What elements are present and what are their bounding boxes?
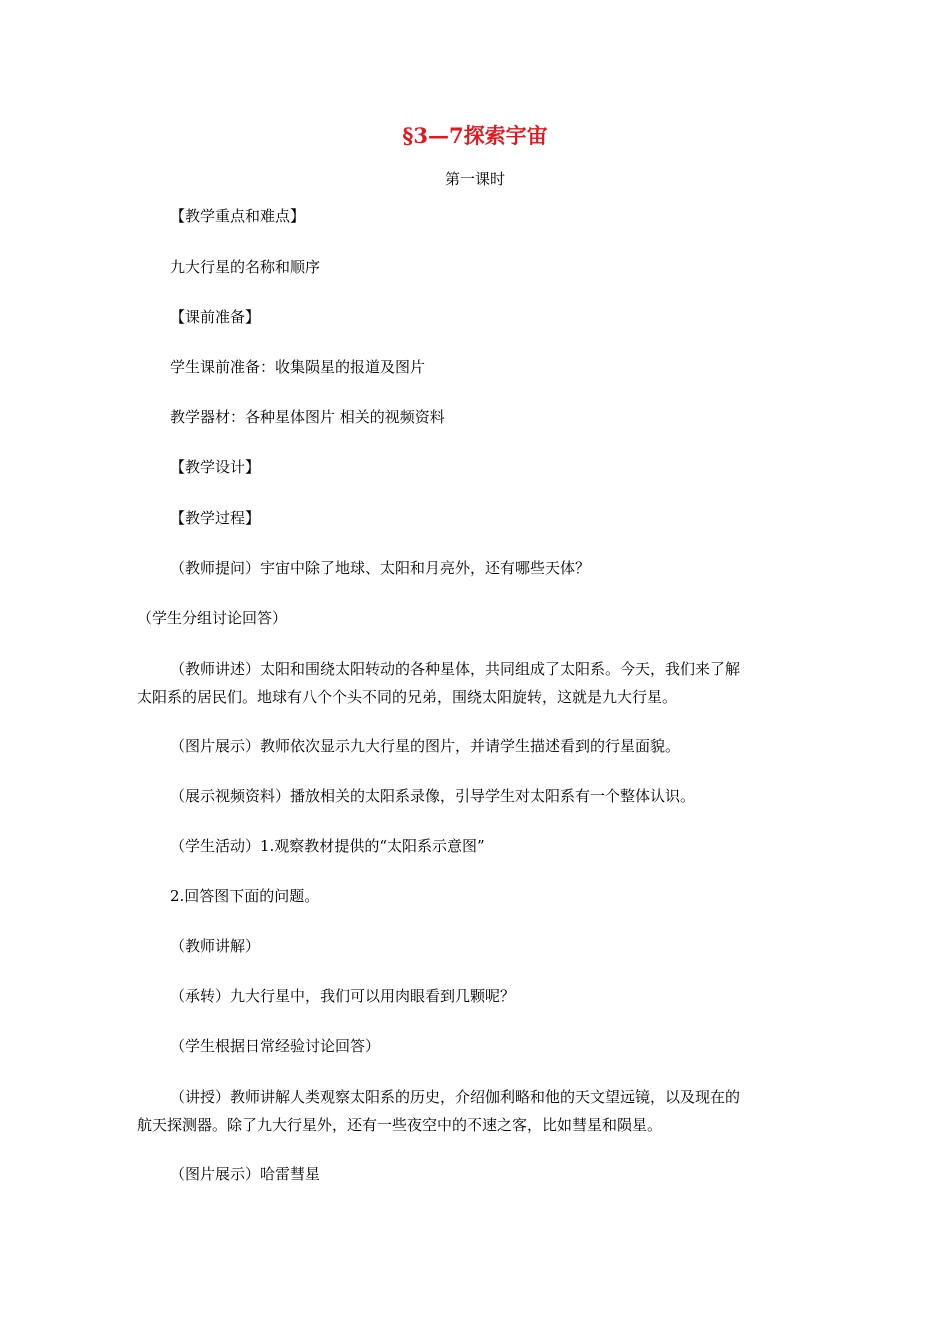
paragraph-continuation: 航天探测器。除了九大行星外，还有一些夜空中的不速之客，比如彗星和陨星。 bbox=[137, 1116, 663, 1134]
paragraph: （图片展示）教师依次显示九大行星的图片，并请学生描述看到的行星面貌。 bbox=[170, 737, 681, 755]
document-title: §3—7探索宇宙 bbox=[402, 123, 548, 148]
paragraph: 九大行星的名称和顺序 bbox=[170, 258, 321, 276]
paragraph: （学生活动）1.观察教材提供的“太阳系示意图” bbox=[170, 837, 485, 855]
paragraph: （学生分组讨论回答） bbox=[137, 609, 288, 627]
paragraph: （教师讲解） bbox=[170, 937, 261, 955]
paragraph: 教学器材：各种星体图片 相关的视频资料 bbox=[170, 408, 445, 426]
paragraph: （图片展示）哈雷彗星 bbox=[170, 1165, 321, 1183]
paragraph: （教师提问）宇宙中除了地球、太阳和月亮外，还有哪些天体？ bbox=[170, 559, 591, 577]
paragraph: （教师讲述）太阳和围绕太阳转动的各种星体，共同组成了太阳系。今天，我们来了解 bbox=[170, 660, 741, 678]
paragraph: 2.回答图下面的问题。 bbox=[170, 887, 320, 905]
heading-design: 【教学设计】 bbox=[170, 458, 261, 476]
heading-preparation: 【课前准备】 bbox=[170, 308, 261, 326]
paragraph: 学生课前准备：收集陨星的报道及图片 bbox=[170, 358, 426, 376]
paragraph: （讲授）教师讲解人类观察太阳系的历史，介绍伽利略和他的天文望远镜，以及现在的 bbox=[170, 1088, 741, 1106]
paragraph: （承转）九大行星中，我们可以用肉眼看到几颗呢？ bbox=[170, 987, 516, 1005]
heading-key-points: 【教学重点和难点】 bbox=[170, 207, 306, 225]
paragraph: （展示视频资料）播放相关的太阳系录像，引导学生对太阳系有一个整体认识。 bbox=[170, 787, 696, 805]
heading-process: 【教学过程】 bbox=[170, 509, 261, 527]
paragraph-continuation: 太阳系的居民们。地球有八个个头不同的兄弟，围绕太阳旋转，这就是九大行星。 bbox=[137, 688, 678, 706]
paragraph: （学生根据日常经验讨论回答） bbox=[170, 1037, 381, 1055]
lesson-period: 第一课时 bbox=[444, 170, 505, 188]
